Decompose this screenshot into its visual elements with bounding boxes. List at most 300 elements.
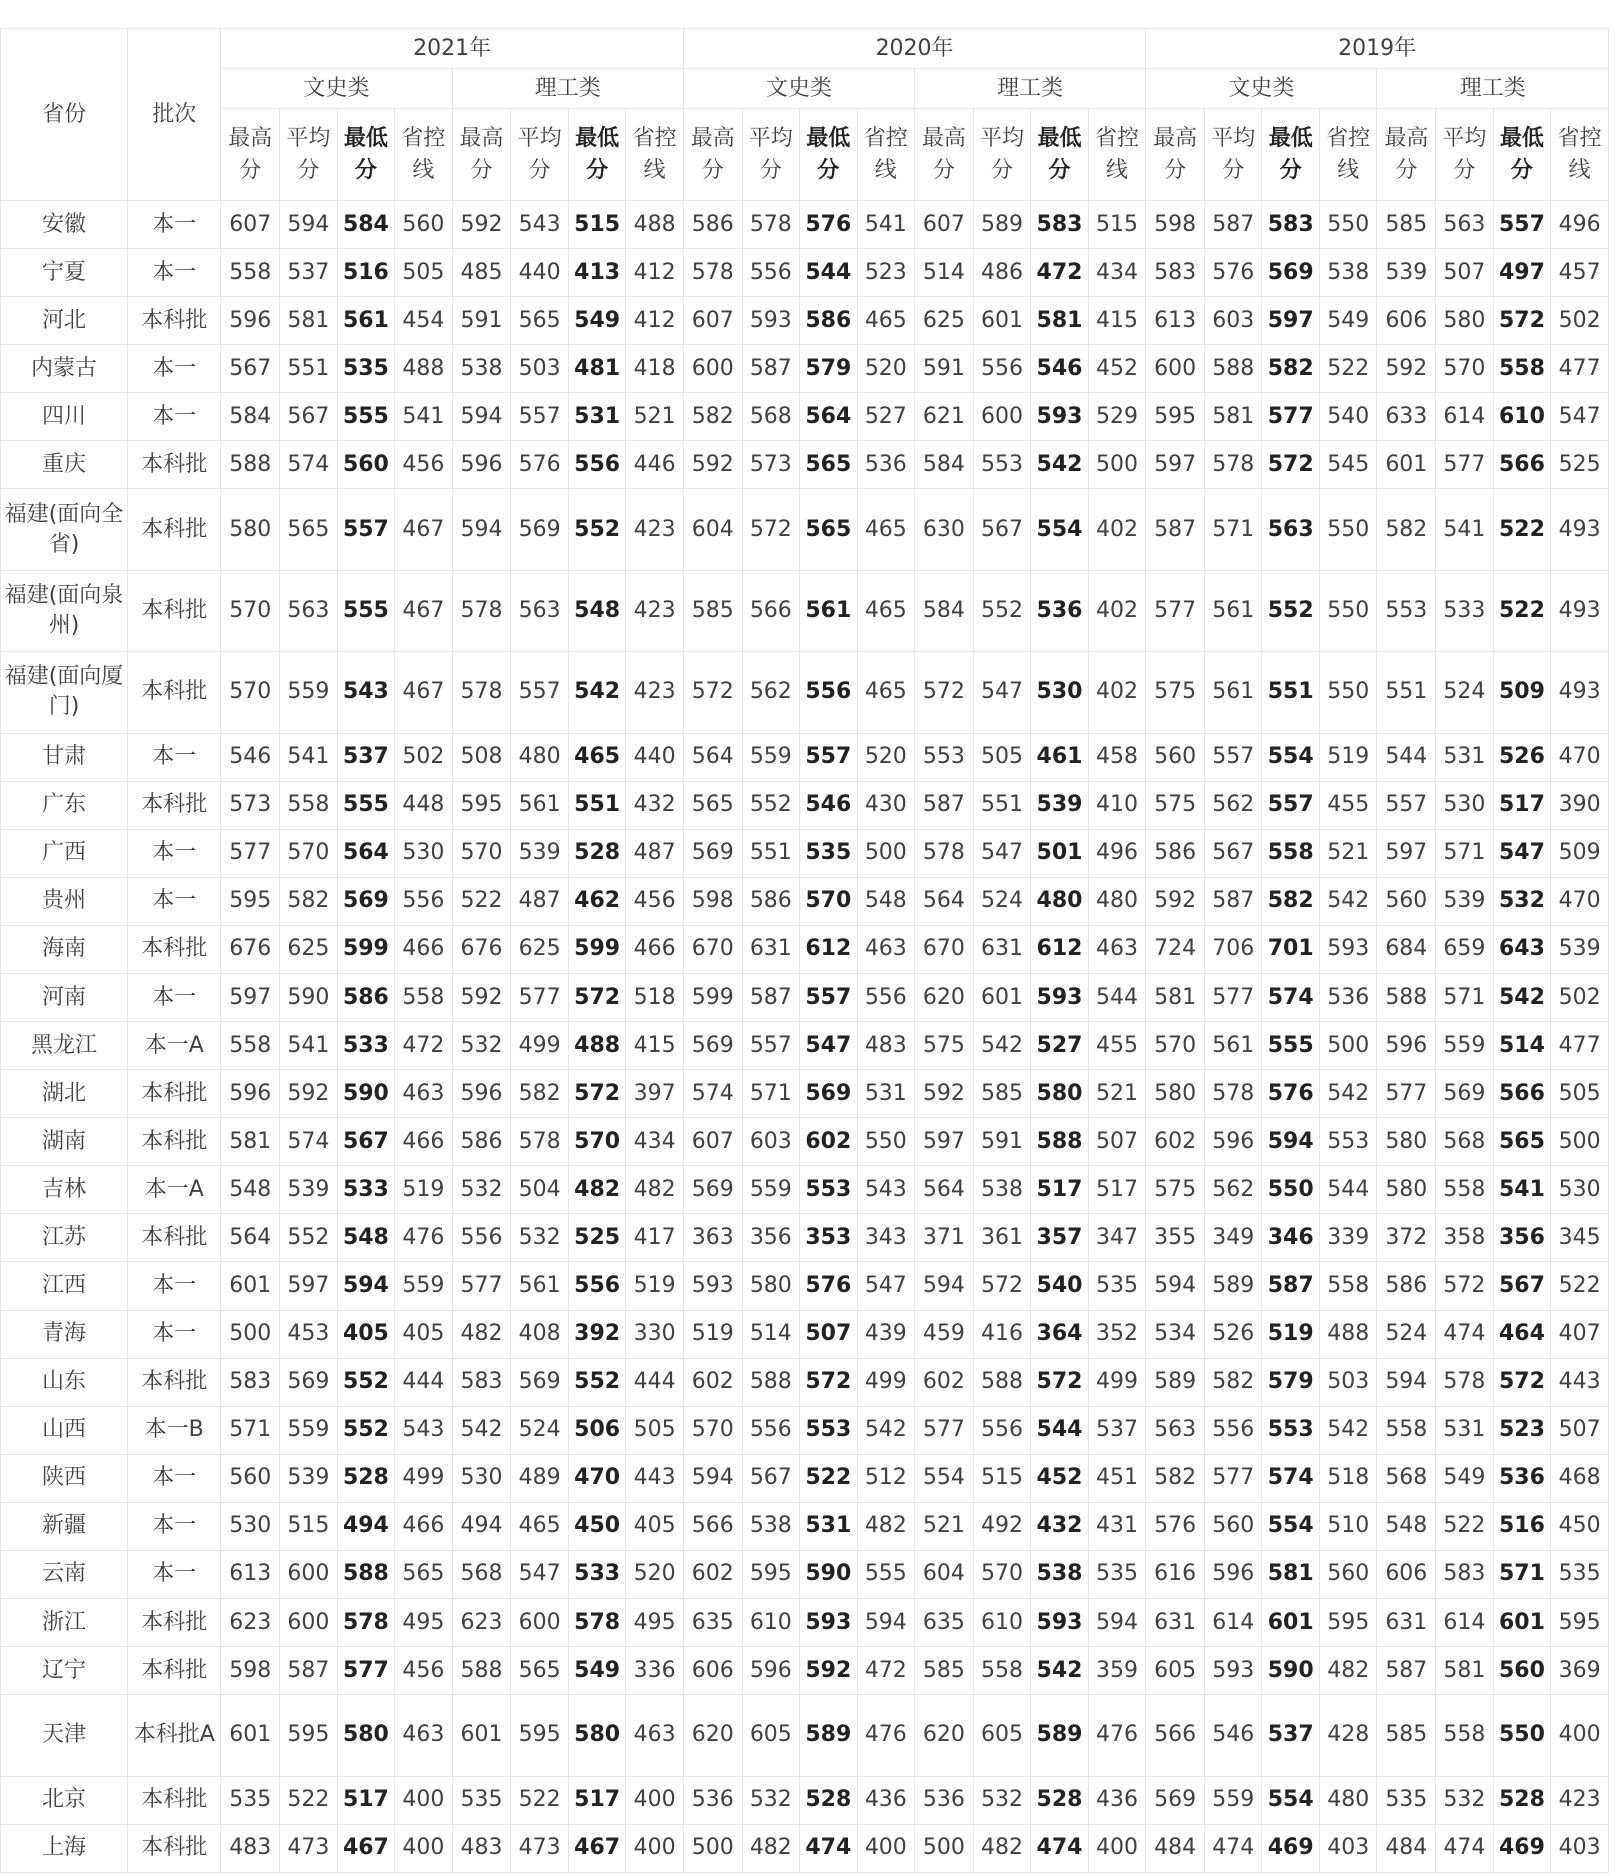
province-cell: 山西 — [1, 1406, 128, 1454]
score-cell: 616 — [1146, 1550, 1205, 1598]
score-cell: 580 — [337, 1695, 395, 1776]
score-cell: 524 — [1377, 1310, 1436, 1358]
score-cell: 405 — [337, 1310, 395, 1358]
score-cell: 468 — [1551, 1454, 1609, 1502]
score-cell: 569 — [683, 829, 742, 877]
score-cell: 588 — [973, 1358, 1031, 1406]
score-cell: 443 — [1551, 1358, 1609, 1406]
score-cell: 553 — [1377, 570, 1436, 651]
score-cell: 577 — [221, 829, 280, 877]
score-cell: 390 — [1551, 781, 1609, 829]
max-score-header: 最高分 — [221, 109, 280, 201]
score-cell: 400 — [395, 1776, 453, 1824]
score-cell: 581 — [1262, 1550, 1320, 1598]
score-cell: 480 — [1319, 1776, 1377, 1824]
score-cell: 355 — [1146, 1214, 1205, 1262]
score-cell: 470 — [1551, 877, 1609, 925]
score-cell: 625 — [915, 297, 974, 345]
score-cell: 570 — [568, 1118, 626, 1166]
table-row — [1, 1550, 1609, 1598]
score-cell: 570 — [221, 570, 280, 651]
score-cell: 356 — [742, 1214, 800, 1262]
score-cell: 595 — [452, 781, 511, 829]
score-cell: 493 — [1551, 652, 1609, 733]
score-cell: 605 — [742, 1695, 800, 1776]
score-cell: 568 — [452, 1550, 511, 1598]
score-cell: 583 — [1031, 201, 1089, 249]
score-cell: 598 — [221, 1647, 280, 1695]
score-cell: 556 — [857, 973, 915, 1021]
table-row — [1, 781, 1609, 829]
score-cell: 463 — [395, 1070, 453, 1118]
score-cell: 594 — [915, 1262, 974, 1310]
score-cell: 598 — [1146, 201, 1205, 249]
score-cell: 489 — [511, 1454, 569, 1502]
batch-cell: 本一 — [128, 249, 221, 297]
score-cell: 597 — [221, 973, 280, 1021]
score-cell: 493 — [1551, 489, 1609, 570]
score-cell: 577 — [337, 1647, 395, 1695]
score-cell: 551 — [568, 781, 626, 829]
score-cell: 522 — [1319, 345, 1377, 393]
score-cell: 586 — [742, 877, 800, 925]
score-cell: 567 — [1493, 1262, 1551, 1310]
score-cell: 506 — [568, 1406, 626, 1454]
category-header-science: 理工类 — [915, 69, 1146, 109]
score-cell: 359 — [1088, 1647, 1146, 1695]
score-cell: 564 — [915, 877, 974, 925]
score-cell: 574 — [1262, 973, 1320, 1021]
score-cell: 439 — [857, 1310, 915, 1358]
score-cell: 550 — [1319, 489, 1377, 570]
score-cell: 588 — [1031, 1118, 1089, 1166]
score-cell: 556 — [568, 441, 626, 489]
score-cell: 538 — [1319, 249, 1377, 297]
score-cell: 485 — [452, 249, 511, 297]
score-cell: 570 — [221, 652, 280, 733]
score-cell: 531 — [800, 1502, 858, 1550]
year-header-2020: 2020年 — [683, 29, 1145, 69]
score-cell: 541 — [857, 201, 915, 249]
table-row — [1, 249, 1609, 297]
score-cell: 400 — [1088, 1824, 1146, 1872]
score-cell: 526 — [1204, 1310, 1262, 1358]
max-score-header: 最高分 — [683, 109, 742, 201]
score-cell: 514 — [915, 249, 974, 297]
score-cell: 543 — [395, 1406, 453, 1454]
score-cell: 587 — [742, 973, 800, 1021]
score-cell: 541 — [1493, 1166, 1551, 1214]
score-cell: 593 — [1319, 925, 1377, 973]
score-cell: 541 — [280, 733, 338, 781]
score-cell: 631 — [1146, 1599, 1205, 1647]
score-cell: 595 — [511, 1695, 569, 1776]
score-cell: 676 — [452, 925, 511, 973]
score-cell: 595 — [742, 1550, 800, 1598]
score-cell: 579 — [1262, 1358, 1320, 1406]
score-cell: 539 — [1031, 781, 1089, 829]
score-cell: 524 — [511, 1406, 569, 1454]
score-cell: 504 — [511, 1166, 569, 1214]
score-cell: 572 — [915, 652, 974, 733]
score-cell: 578 — [683, 249, 742, 297]
score-cell: 521 — [915, 1502, 974, 1550]
score-cell: 544 — [1319, 1166, 1377, 1214]
score-cell: 589 — [1031, 1695, 1089, 1776]
score-cell: 499 — [511, 1022, 569, 1070]
score-cell: 576 — [1204, 249, 1262, 297]
score-cell: 572 — [1262, 441, 1320, 489]
table-row — [1, 1118, 1609, 1166]
score-cell: 568 — [1436, 1118, 1494, 1166]
score-cell: 451 — [1088, 1454, 1146, 1502]
province-cell: 山东 — [1, 1358, 128, 1406]
score-cell: 364 — [1031, 1310, 1089, 1358]
score-cell: 535 — [1377, 1776, 1436, 1824]
score-cell: 522 — [452, 877, 511, 925]
category-header-science: 理工类 — [1377, 69, 1609, 109]
score-cell: 578 — [452, 652, 511, 733]
score-cell: 592 — [1146, 877, 1205, 925]
score-cell: 578 — [568, 1599, 626, 1647]
score-cell: 500 — [683, 1824, 742, 1872]
score-cell: 564 — [683, 733, 742, 781]
score-cell: 595 — [280, 1695, 338, 1776]
table-row — [1, 1070, 1609, 1118]
score-cell: 566 — [1493, 1070, 1551, 1118]
score-cell: 561 — [1204, 1022, 1262, 1070]
score-cell: 507 — [800, 1310, 858, 1358]
score-cell: 494 — [452, 1502, 511, 1550]
score-cell: 610 — [742, 1599, 800, 1647]
avg-score-header: 平均分 — [280, 109, 338, 201]
min-score-header: 最低分 — [337, 109, 395, 201]
score-cell: 625 — [280, 925, 338, 973]
province-cell: 北京 — [1, 1776, 128, 1824]
score-cell: 569 — [280, 1358, 338, 1406]
score-cell: 535 — [800, 829, 858, 877]
score-cell: 596 — [221, 297, 280, 345]
score-cell: 539 — [1436, 877, 1494, 925]
batch-cell: 本科批 — [128, 1358, 221, 1406]
score-cell: 581 — [1204, 393, 1262, 441]
score-cell: 631 — [1377, 1599, 1436, 1647]
score-cell: 581 — [1146, 973, 1205, 1021]
score-cell: 531 — [568, 393, 626, 441]
score-cell: 593 — [1031, 393, 1089, 441]
score-cell: 563 — [280, 570, 338, 651]
score-cell: 550 — [1319, 570, 1377, 651]
score-cell: 522 — [1493, 489, 1551, 570]
score-cell: 588 — [452, 1647, 511, 1695]
score-cell: 474 — [1436, 1310, 1494, 1358]
score-cell: 430 — [857, 781, 915, 829]
category-header-liberal-arts: 文史类 — [221, 69, 452, 109]
score-cell: 519 — [683, 1310, 742, 1358]
score-cell: 572 — [1031, 1358, 1089, 1406]
score-cell: 592 — [683, 441, 742, 489]
score-cell: 635 — [915, 1599, 974, 1647]
score-cell: 548 — [1377, 1502, 1436, 1550]
batch-cell: 本一B — [128, 1406, 221, 1454]
score-cell: 428 — [1319, 1695, 1377, 1776]
table-row — [1, 393, 1609, 441]
score-cell: 592 — [452, 973, 511, 1021]
score-cell: 542 — [857, 1406, 915, 1454]
score-cell: 684 — [1377, 925, 1436, 973]
score-cell: 582 — [1204, 1358, 1262, 1406]
score-cell: 643 — [1493, 925, 1551, 973]
score-cell: 597 — [1377, 829, 1436, 877]
score-cell: 620 — [915, 1695, 974, 1776]
category-header-science: 理工类 — [452, 69, 683, 109]
score-cell: 465 — [857, 297, 915, 345]
score-cell: 353 — [800, 1214, 858, 1262]
score-cell: 346 — [1262, 1214, 1320, 1262]
province-cell: 湖北 — [1, 1070, 128, 1118]
score-cell: 540 — [1319, 393, 1377, 441]
score-cell: 558 — [1436, 1695, 1494, 1776]
score-cell: 533 — [337, 1166, 395, 1214]
score-cell: 528 — [1493, 1776, 1551, 1824]
table-row — [1, 1166, 1609, 1214]
score-cell: 483 — [221, 1824, 280, 1872]
score-cell: 418 — [626, 345, 684, 393]
province-cell: 河北 — [1, 297, 128, 345]
score-cell: 476 — [1088, 1695, 1146, 1776]
score-cell: 585 — [915, 1647, 974, 1695]
score-cell: 566 — [742, 570, 800, 651]
score-cell: 482 — [626, 1166, 684, 1214]
score-cell: 577 — [1262, 393, 1320, 441]
score-cell: 577 — [511, 973, 569, 1021]
score-cell: 543 — [857, 1166, 915, 1214]
score-cell: 569 — [511, 489, 569, 570]
year-header-row — [1, 29, 1609, 69]
score-cell: 552 — [742, 781, 800, 829]
table-row — [1, 877, 1609, 925]
score-cell: 602 — [800, 1118, 858, 1166]
score-cell: 585 — [1377, 201, 1436, 249]
score-cell: 582 — [511, 1070, 569, 1118]
score-cell: 465 — [511, 1502, 569, 1550]
score-cell: 412 — [626, 249, 684, 297]
score-cell: 534 — [1146, 1310, 1205, 1358]
score-cell: 545 — [1319, 441, 1377, 489]
score-cell: 561 — [1204, 570, 1262, 651]
score-cell: 483 — [452, 1824, 511, 1872]
score-cell: 596 — [1377, 1022, 1436, 1070]
score-cell: 473 — [511, 1824, 569, 1872]
score-cell: 538 — [452, 345, 511, 393]
score-cell: 541 — [280, 1022, 338, 1070]
score-cell: 551 — [973, 781, 1031, 829]
score-cell: 400 — [626, 1824, 684, 1872]
score-cell: 535 — [452, 1776, 511, 1824]
province-cell: 云南 — [1, 1550, 128, 1598]
score-cell: 522 — [1493, 570, 1551, 651]
score-cell: 578 — [337, 1599, 395, 1647]
score-cell: 566 — [1146, 1695, 1205, 1776]
score-cell: 595 — [1146, 393, 1205, 441]
score-cell: 554 — [1031, 489, 1089, 570]
score-cell: 532 — [452, 1022, 511, 1070]
batch-cell: 本科批 — [128, 925, 221, 973]
score-cell: 604 — [683, 489, 742, 570]
score-cell: 521 — [626, 393, 684, 441]
score-cell: 564 — [915, 1166, 974, 1214]
score-cell: 613 — [1146, 297, 1205, 345]
batch-cell: 本科批 — [128, 297, 221, 345]
score-cell: 561 — [337, 297, 395, 345]
score-cell: 572 — [742, 489, 800, 570]
score-cell: 558 — [395, 973, 453, 1021]
score-cell: 571 — [1436, 829, 1494, 877]
score-cell: 443 — [626, 1454, 684, 1502]
score-cell: 352 — [1088, 1310, 1146, 1358]
score-cell: 535 — [221, 1776, 280, 1824]
min-score-header: 最低分 — [568, 109, 626, 201]
score-cell: 600 — [280, 1550, 338, 1598]
score-cell: 515 — [568, 201, 626, 249]
batch-cell: 本科批 — [128, 781, 221, 829]
score-cell: 580 — [1436, 297, 1494, 345]
score-cell: 570 — [1436, 345, 1494, 393]
score-cell: 601 — [452, 1695, 511, 1776]
score-cell: 587 — [1262, 1262, 1320, 1310]
score-cell: 457 — [1551, 249, 1609, 297]
score-cell: 559 — [280, 1406, 338, 1454]
score-cell: 552 — [568, 1358, 626, 1406]
batch-cell: 本科批 — [128, 441, 221, 489]
score-cell: 523 — [857, 249, 915, 297]
score-cell: 601 — [973, 297, 1031, 345]
score-cell: 536 — [857, 441, 915, 489]
score-cell: 576 — [1262, 1070, 1320, 1118]
score-cell: 552 — [337, 1406, 395, 1454]
score-cell: 415 — [1088, 297, 1146, 345]
score-cell: 343 — [857, 1214, 915, 1262]
score-cell: 431 — [1088, 1502, 1146, 1550]
score-cell: 402 — [1088, 652, 1146, 733]
score-cell: 612 — [800, 925, 858, 973]
score-cell: 474 — [1204, 1824, 1262, 1872]
score-cell: 594 — [452, 489, 511, 570]
max-score-header: 最高分 — [915, 109, 974, 201]
score-cell: 361 — [973, 1214, 1031, 1262]
score-cell: 560 — [395, 201, 453, 249]
score-cell: 568 — [1377, 1454, 1436, 1502]
score-cell: 594 — [683, 1454, 742, 1502]
score-cell: 488 — [626, 201, 684, 249]
score-cell: 519 — [626, 1262, 684, 1310]
score-cell: 587 — [1146, 489, 1205, 570]
score-cell: 546 — [1204, 1695, 1262, 1776]
score-cell: 549 — [568, 297, 626, 345]
score-cell: 561 — [511, 781, 569, 829]
score-cell: 575 — [915, 1022, 974, 1070]
score-cell: 492 — [973, 1502, 1031, 1550]
province-cell: 宁夏 — [1, 249, 128, 297]
score-cell: 532 — [742, 1776, 800, 1824]
score-cell: 578 — [1204, 441, 1262, 489]
score-cell: 496 — [1088, 829, 1146, 877]
score-cell: 591 — [973, 1118, 1031, 1166]
score-cell: 470 — [568, 1454, 626, 1502]
score-cell: 547 — [800, 1022, 858, 1070]
score-cell: 600 — [280, 1599, 338, 1647]
score-cell: 578 — [915, 829, 974, 877]
score-cell: 572 — [683, 652, 742, 733]
score-cell: 497 — [1493, 249, 1551, 297]
score-cell: 556 — [973, 1406, 1031, 1454]
score-cell: 559 — [1204, 1776, 1262, 1824]
batch-cell: 本一A — [128, 1166, 221, 1214]
score-cell: 593 — [1031, 973, 1089, 1021]
score-cell: 570 — [683, 1406, 742, 1454]
table-header — [1, 29, 1609, 201]
batch-cell: 本科批 — [128, 1214, 221, 1262]
score-cell: 458 — [1088, 733, 1146, 781]
score-cell: 403 — [1319, 1824, 1377, 1872]
score-cell: 571 — [1493, 1550, 1551, 1598]
score-cell: 590 — [800, 1550, 858, 1598]
score-cell: 533 — [568, 1550, 626, 1598]
score-cell: 357 — [1031, 1214, 1089, 1262]
score-cell: 507 — [1088, 1118, 1146, 1166]
score-cell: 588 — [742, 1358, 800, 1406]
score-cell: 477 — [1551, 1022, 1609, 1070]
score-cell: 466 — [395, 925, 453, 973]
score-cell: 571 — [1204, 489, 1262, 570]
score-cell: 516 — [337, 249, 395, 297]
province-cell: 辽宁 — [1, 1647, 128, 1695]
score-cell: 500 — [857, 829, 915, 877]
score-cell: 552 — [337, 1358, 395, 1406]
batch-cell: 本一 — [128, 201, 221, 249]
score-cell: 591 — [452, 297, 511, 345]
score-cell: 522 — [280, 1776, 338, 1824]
score-cell: 452 — [1088, 345, 1146, 393]
score-cell: 476 — [395, 1214, 453, 1262]
score-cell: 452 — [1031, 1454, 1089, 1502]
score-cell: 519 — [395, 1166, 453, 1214]
score-cell: 592 — [915, 1070, 974, 1118]
score-cell: 535 — [1088, 1550, 1146, 1598]
score-cell: 593 — [742, 297, 800, 345]
table-row — [1, 829, 1609, 877]
score-cell: 546 — [1031, 345, 1089, 393]
score-cell: 517 — [1088, 1166, 1146, 1214]
province-cell: 福建(面向泉州) — [1, 570, 128, 651]
score-cell: 580 — [1377, 1118, 1436, 1166]
score-cell: 515 — [1088, 201, 1146, 249]
score-cell: 559 — [742, 733, 800, 781]
score-cell: 450 — [568, 1502, 626, 1550]
score-cell: 518 — [1319, 1454, 1377, 1502]
score-cell: 565 — [800, 489, 858, 570]
score-cell: 594 — [337, 1262, 395, 1310]
province-cell: 青海 — [1, 1310, 128, 1358]
score-cell: 358 — [1436, 1214, 1494, 1262]
score-cell: 588 — [337, 1550, 395, 1598]
province-header: 省份 — [1, 29, 128, 201]
score-cell: 477 — [1551, 345, 1609, 393]
score-cell: 670 — [915, 925, 974, 973]
score-cell: 569 — [511, 1358, 569, 1406]
score-cell: 588 — [1204, 345, 1262, 393]
score-cell: 502 — [1551, 973, 1609, 1021]
